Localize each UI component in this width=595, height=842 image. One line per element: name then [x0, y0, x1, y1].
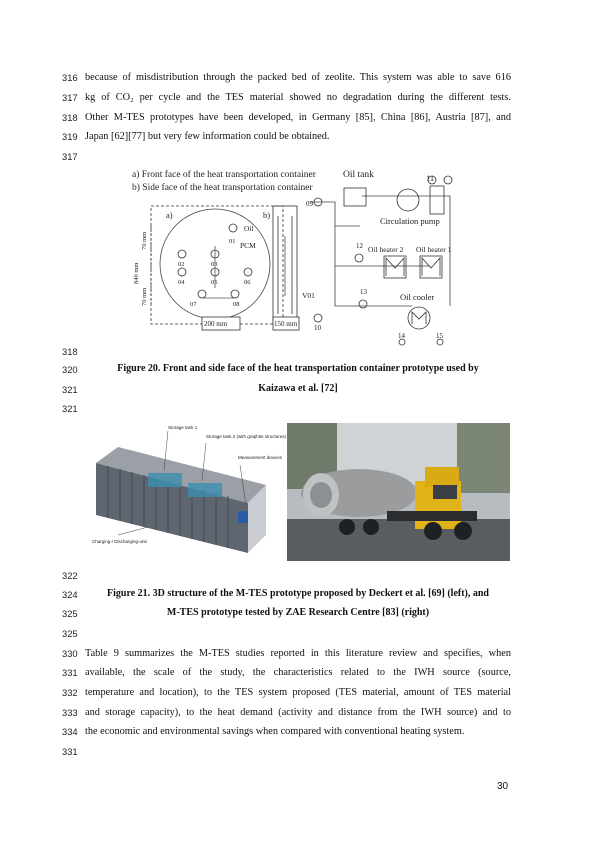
- line-number: 319: [62, 131, 78, 142]
- svg-text:200 mm: 200 mm: [204, 320, 228, 328]
- fig20-title-a: a) Front face of the heat transportation container: [132, 170, 316, 180]
- svg-text:Storage tank 1: Storage tank 1: [168, 425, 198, 430]
- svg-text:02: 02: [178, 261, 185, 268]
- line-number: 325: [62, 628, 78, 639]
- body-text-line: temperature and location), to the TES system proposed (TES material, amount of TES material: [85, 687, 511, 698]
- svg-text:840 mm: 840 mm: [133, 262, 140, 284]
- svg-text:01: 01: [229, 238, 236, 245]
- svg-text:V01: V01: [302, 291, 315, 300]
- svg-text:Oil heater 1: Oil heater 1: [416, 245, 452, 254]
- line-number: 317: [62, 151, 78, 162]
- line-number: 332: [62, 687, 78, 698]
- line-number: 316: [62, 72, 78, 83]
- line-number: 334: [62, 726, 78, 737]
- svg-text:a): a): [166, 210, 173, 220]
- line-number: 318: [62, 346, 78, 357]
- line-number: 321: [62, 384, 78, 395]
- svg-text:Measurement devices: Measurement devices: [238, 455, 283, 460]
- line-number: 318: [62, 112, 78, 123]
- svg-text:11: 11: [426, 173, 435, 183]
- svg-text:14: 14: [398, 332, 405, 340]
- svg-text:Oil cooler: Oil cooler: [400, 292, 435, 302]
- svg-text:03: 03: [211, 261, 218, 268]
- line-number: 333: [62, 707, 78, 718]
- body-text-line: kg of CO₂ per cycle and the TES material showed no degradation during the different tests.: [85, 92, 511, 103]
- svg-text:70 mm: 70 mm: [141, 287, 148, 306]
- figure-20-caption-line2: Kaizawa et al. [72]: [258, 383, 338, 394]
- svg-text:Storage tank 2 (with graphite: Storage tank 2 (with graphite structures): [206, 434, 287, 439]
- line-number: 331: [62, 746, 78, 757]
- svg-text:Circulation pump: Circulation pump: [380, 216, 440, 226]
- svg-text:08: 08: [233, 301, 240, 308]
- body-text-line: Japan [62][77] but very few information could be obtained.: [85, 131, 330, 142]
- svg-text:04: 04: [178, 279, 185, 286]
- figure-21-truck-photo: [287, 423, 510, 561]
- svg-text:PCM: PCM: [240, 241, 256, 250]
- figure-21-3d-model-image: [88, 423, 287, 561]
- svg-text:Oil: Oil: [244, 224, 254, 233]
- svg-text:Charging-/ Discharging-unit: Charging-/ Discharging-unit: [92, 539, 147, 544]
- line-number: 322: [62, 570, 78, 581]
- line-number: 320: [62, 364, 78, 375]
- body-text-line: because of misdistribution through the packed bed of zeolite. This system was able to save 616: [85, 72, 511, 83]
- figure-21-caption-line2: M-TES prototype tested by ZAE Research Centre [83] (right): [166, 607, 430, 618]
- body-text-line: the economic and environmental savings when compared with conventional heating system.: [85, 726, 465, 737]
- svg-text:09: 09: [306, 200, 313, 208]
- line-number: 331: [62, 667, 78, 678]
- svg-text:06: 06: [244, 279, 251, 286]
- line-number: 330: [62, 648, 78, 659]
- svg-text:70 mm: 70 mm: [141, 231, 148, 250]
- fig20-oil-tank: Oil tank: [343, 170, 374, 180]
- figure-20-diagram: [130, 166, 470, 346]
- figure-20-caption-line1: Figure 20. Front and side face of the heat transportation container prototype used by: [117, 363, 479, 374]
- line-number: 321: [62, 403, 78, 414]
- fig20-title-b: b) Side face of the heat transportation container: [132, 183, 313, 193]
- body-text-line: available, the scale of the study, the characteristics related to the IWH source (source,: [85, 667, 511, 678]
- body-text-line: Other M-TES prototypes have been developed, in Germany [85], China [86], Austria [87], and: [85, 112, 511, 123]
- body-text-line: Table 9 summarizes the M-TES studies reported in this literature review and specifies, when: [85, 648, 511, 659]
- svg-text:13: 13: [360, 288, 367, 296]
- svg-text:05: 05: [211, 279, 218, 286]
- svg-text:07: 07: [190, 301, 197, 308]
- svg-text:15: 15: [436, 332, 443, 340]
- line-number: 324: [62, 589, 78, 600]
- svg-text:10: 10: [314, 324, 321, 332]
- page-number: 30: [497, 781, 509, 792]
- figure-21-caption-line1: Figure 21. 3D structure of the M-TES prototype proposed by Deckert et al. [69] (left), and: [107, 588, 489, 599]
- svg-text:b): b): [263, 210, 271, 220]
- body-text-line: and storage capacity), to the heat demand (activity and distance from the IWH source) and to: [85, 707, 511, 718]
- line-number: 325: [62, 608, 78, 619]
- svg-text:150 mm: 150 mm: [274, 320, 298, 328]
- svg-text:Oil heater 2: Oil heater 2: [368, 245, 404, 254]
- line-number: 317: [62, 92, 78, 103]
- svg-text:12: 12: [356, 242, 363, 250]
